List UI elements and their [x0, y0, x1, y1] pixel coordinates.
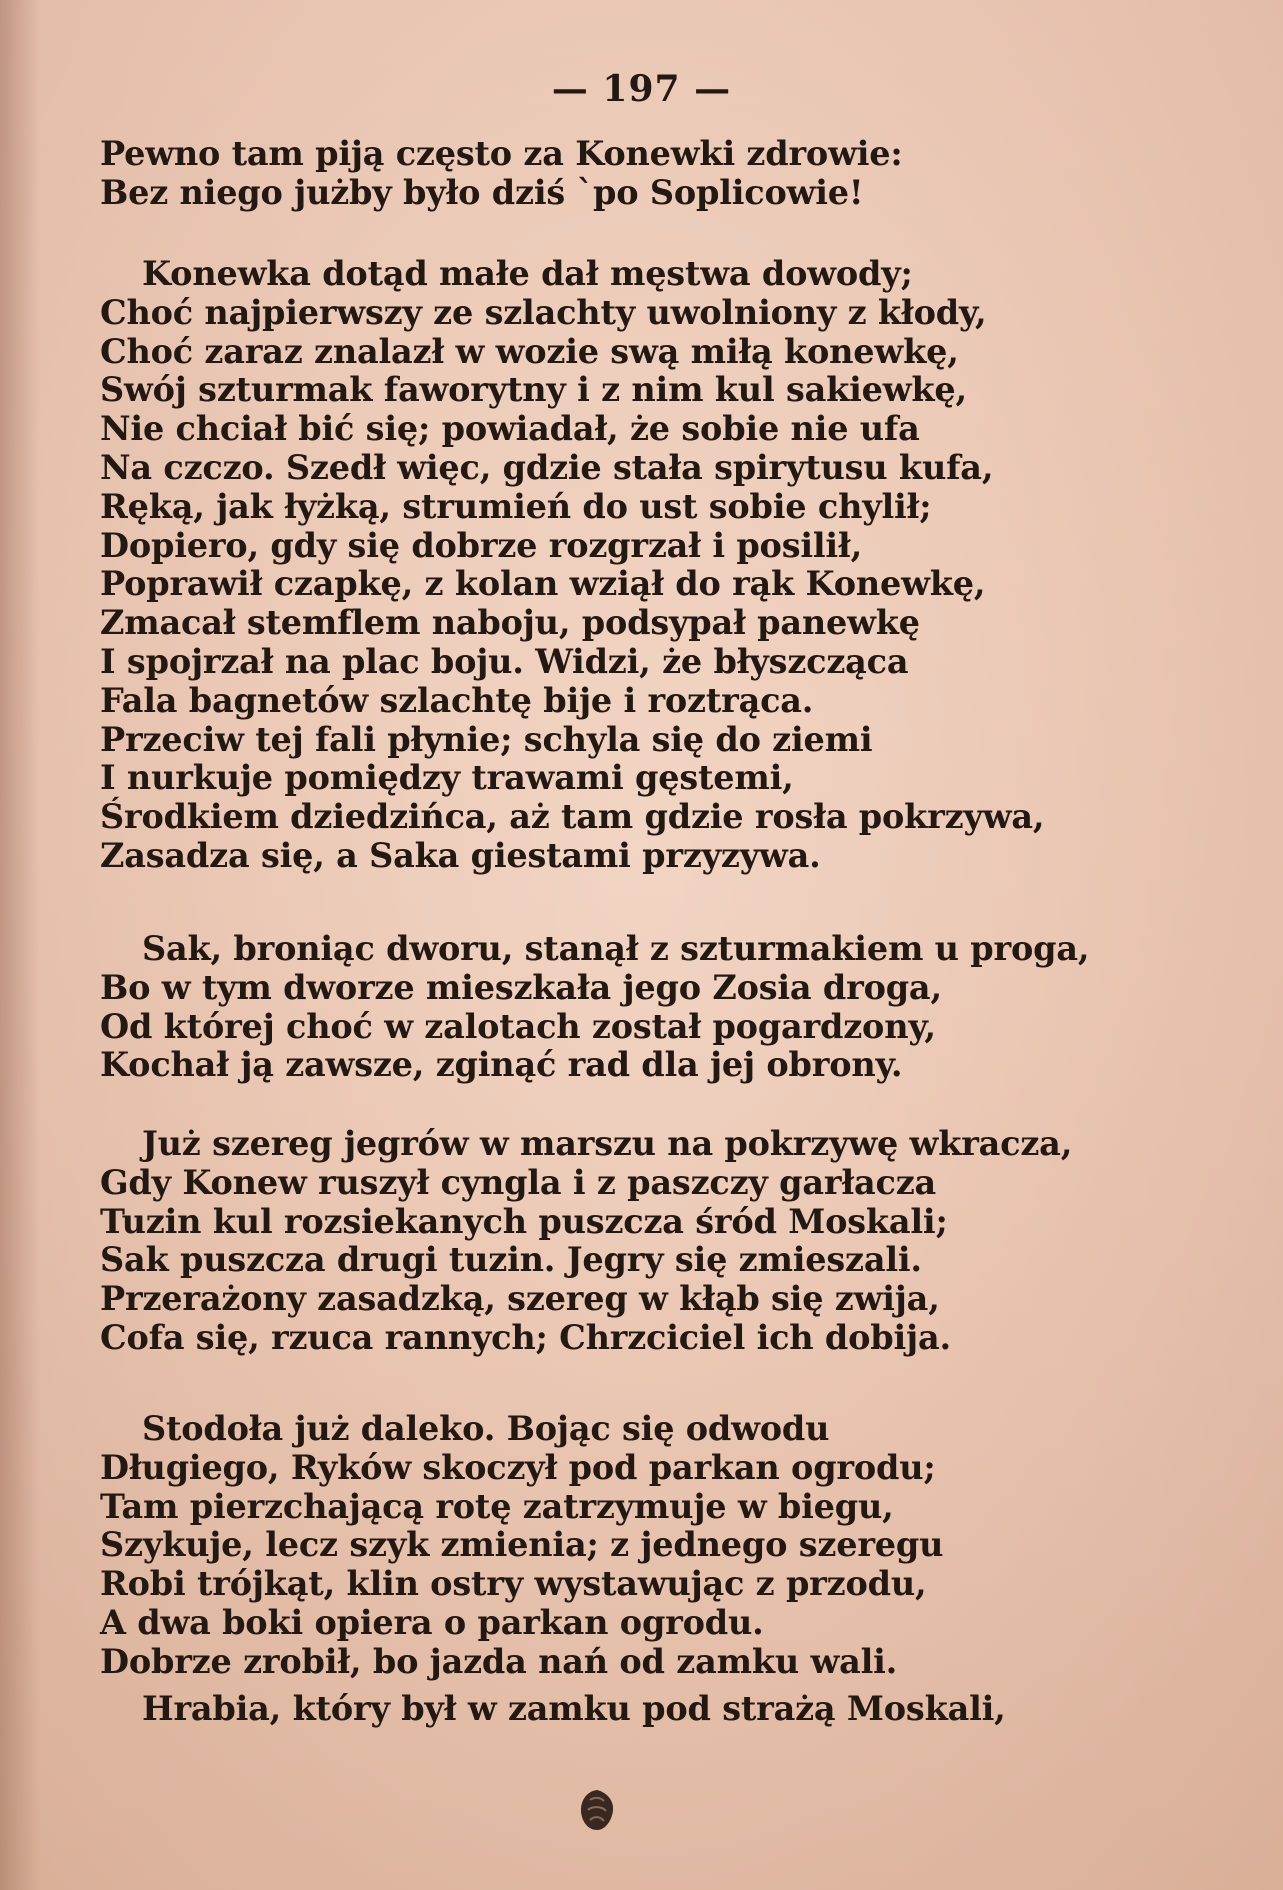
verse-line: Gdy Konew ruszył cyngla i z paszczy garłacza — [100, 1162, 937, 1202]
verse-line: Dopiero, gdy się dobrze rozgrzał i posilił, — [100, 525, 863, 565]
verse-line: Od której choć w zalotach został pogardzony, — [100, 1006, 936, 1046]
verse-line: Bo w tym dworze mieszkała jego Zosia droga, — [100, 967, 942, 1007]
verse-line: Cofa się, rzuca rannych; Chrzciciel ich dobija. — [100, 1317, 951, 1357]
verse-line: Przerażony zasadzką, szereg w kłąb się zwija, — [100, 1279, 940, 1319]
page-edge-shadow — [0, 0, 40, 1890]
verse-line: Środkiem dziedzińca, aż tam gdzie rosła pokrzywa, — [100, 797, 1045, 837]
verse-line: Sak puszcza drugi tuzin. Jegry się zmieszali. — [100, 1240, 922, 1280]
printers-ornament-icon — [578, 1788, 616, 1832]
verse-line: Przeciw tej fali płynie; schyla się do ziemi — [100, 719, 873, 759]
page-number: — 197 — — [551, 68, 732, 110]
verse-line: Nie chciał bić się; powiadał, że sobie nie ufa — [100, 409, 920, 449]
verse-line: I nurkuje pomiędzy trawami gęstemi, — [100, 758, 794, 798]
stanza-3 — [100, 930, 1250, 1085]
verse-line: Dobrze zrobił, bo jazda nań od zamku wali. — [100, 1641, 898, 1681]
verse-line: I spojrzał na plac boju. Widzi, że błyszcząca — [100, 641, 909, 681]
stanza-2 — [100, 255, 1250, 876]
stanza-4 — [100, 1125, 1250, 1358]
verse-line: Swój szturmak faworytny i z nim kul sakiewkę, — [100, 370, 967, 410]
verse-line: Bez niego jużby było dziś `po Soplicowie! — [100, 172, 864, 212]
verse-line: Robi trójkąt, klin ostry wystawując z przodu, — [100, 1564, 927, 1604]
verse-line: Szykuje, lecz szyk zmienia; z jednego szeregu — [100, 1525, 944, 1565]
verse-line: Fala bagnetów szlachtę bije i roztrąca. — [100, 680, 814, 720]
verse-line: Długiego, Ryków skoczył pod parkan ogrodu; — [100, 1447, 936, 1487]
stanza-5 — [100, 1410, 1250, 1682]
verse-line: Pewno tam piją często za Konewki zdrowie: — [100, 134, 903, 173]
verse-line: A dwa boki opiera o parkan ogrodu. — [100, 1602, 764, 1642]
verse-line: Konewka dotąd małe dał męstwa dowody; — [142, 254, 913, 293]
stanza-6 — [100, 1690, 1250, 1729]
verse-line: Tuzin kul rozsiekanych puszcza śród Moskali; — [100, 1201, 948, 1241]
verse-line: Tam pierzchającą rotę zatrzymuje w biegu, — [100, 1486, 894, 1526]
verse-line: Kochał ją zawsze, zginąć rad dla jej obrony. — [100, 1045, 903, 1085]
verse-line: Zasadza się, a Saka giestami przyzywa. — [100, 835, 821, 875]
stanza-1 — [100, 135, 1250, 213]
verse-line: Sak, broniąc dworu, stanął z szturmakiem u proga, — [142, 929, 1090, 968]
verse-line: Choć zaraz znalazł w wozie swą miłą konewkę, — [100, 331, 959, 371]
verse-line: Hrabia, który był w zamku pod strażą Moskali, — [142, 1689, 1006, 1728]
verse-line: Choć najpierwszy ze szlachty uwolniony z kłody, — [100, 292, 987, 332]
verse-line: Poprawił czapkę, z kolan wziął do rąk Konewkę, — [100, 564, 986, 604]
verse-line: Stodoła już daleko. Bojąc się odwodu — [142, 1409, 830, 1448]
verse-line: Ręką, jak łyżką, strumień do ust sobie chylił; — [100, 486, 932, 526]
verse-line: Zmacał stemflem naboju, podsypał panewkę — [100, 603, 920, 643]
verse-line: Już szereg jegrów w marszu na pokrzywę wkracza, — [142, 1124, 1073, 1163]
verse-line: Na czczo. Szedł więc, gdzie stała spirytusu kufa, — [100, 447, 994, 487]
